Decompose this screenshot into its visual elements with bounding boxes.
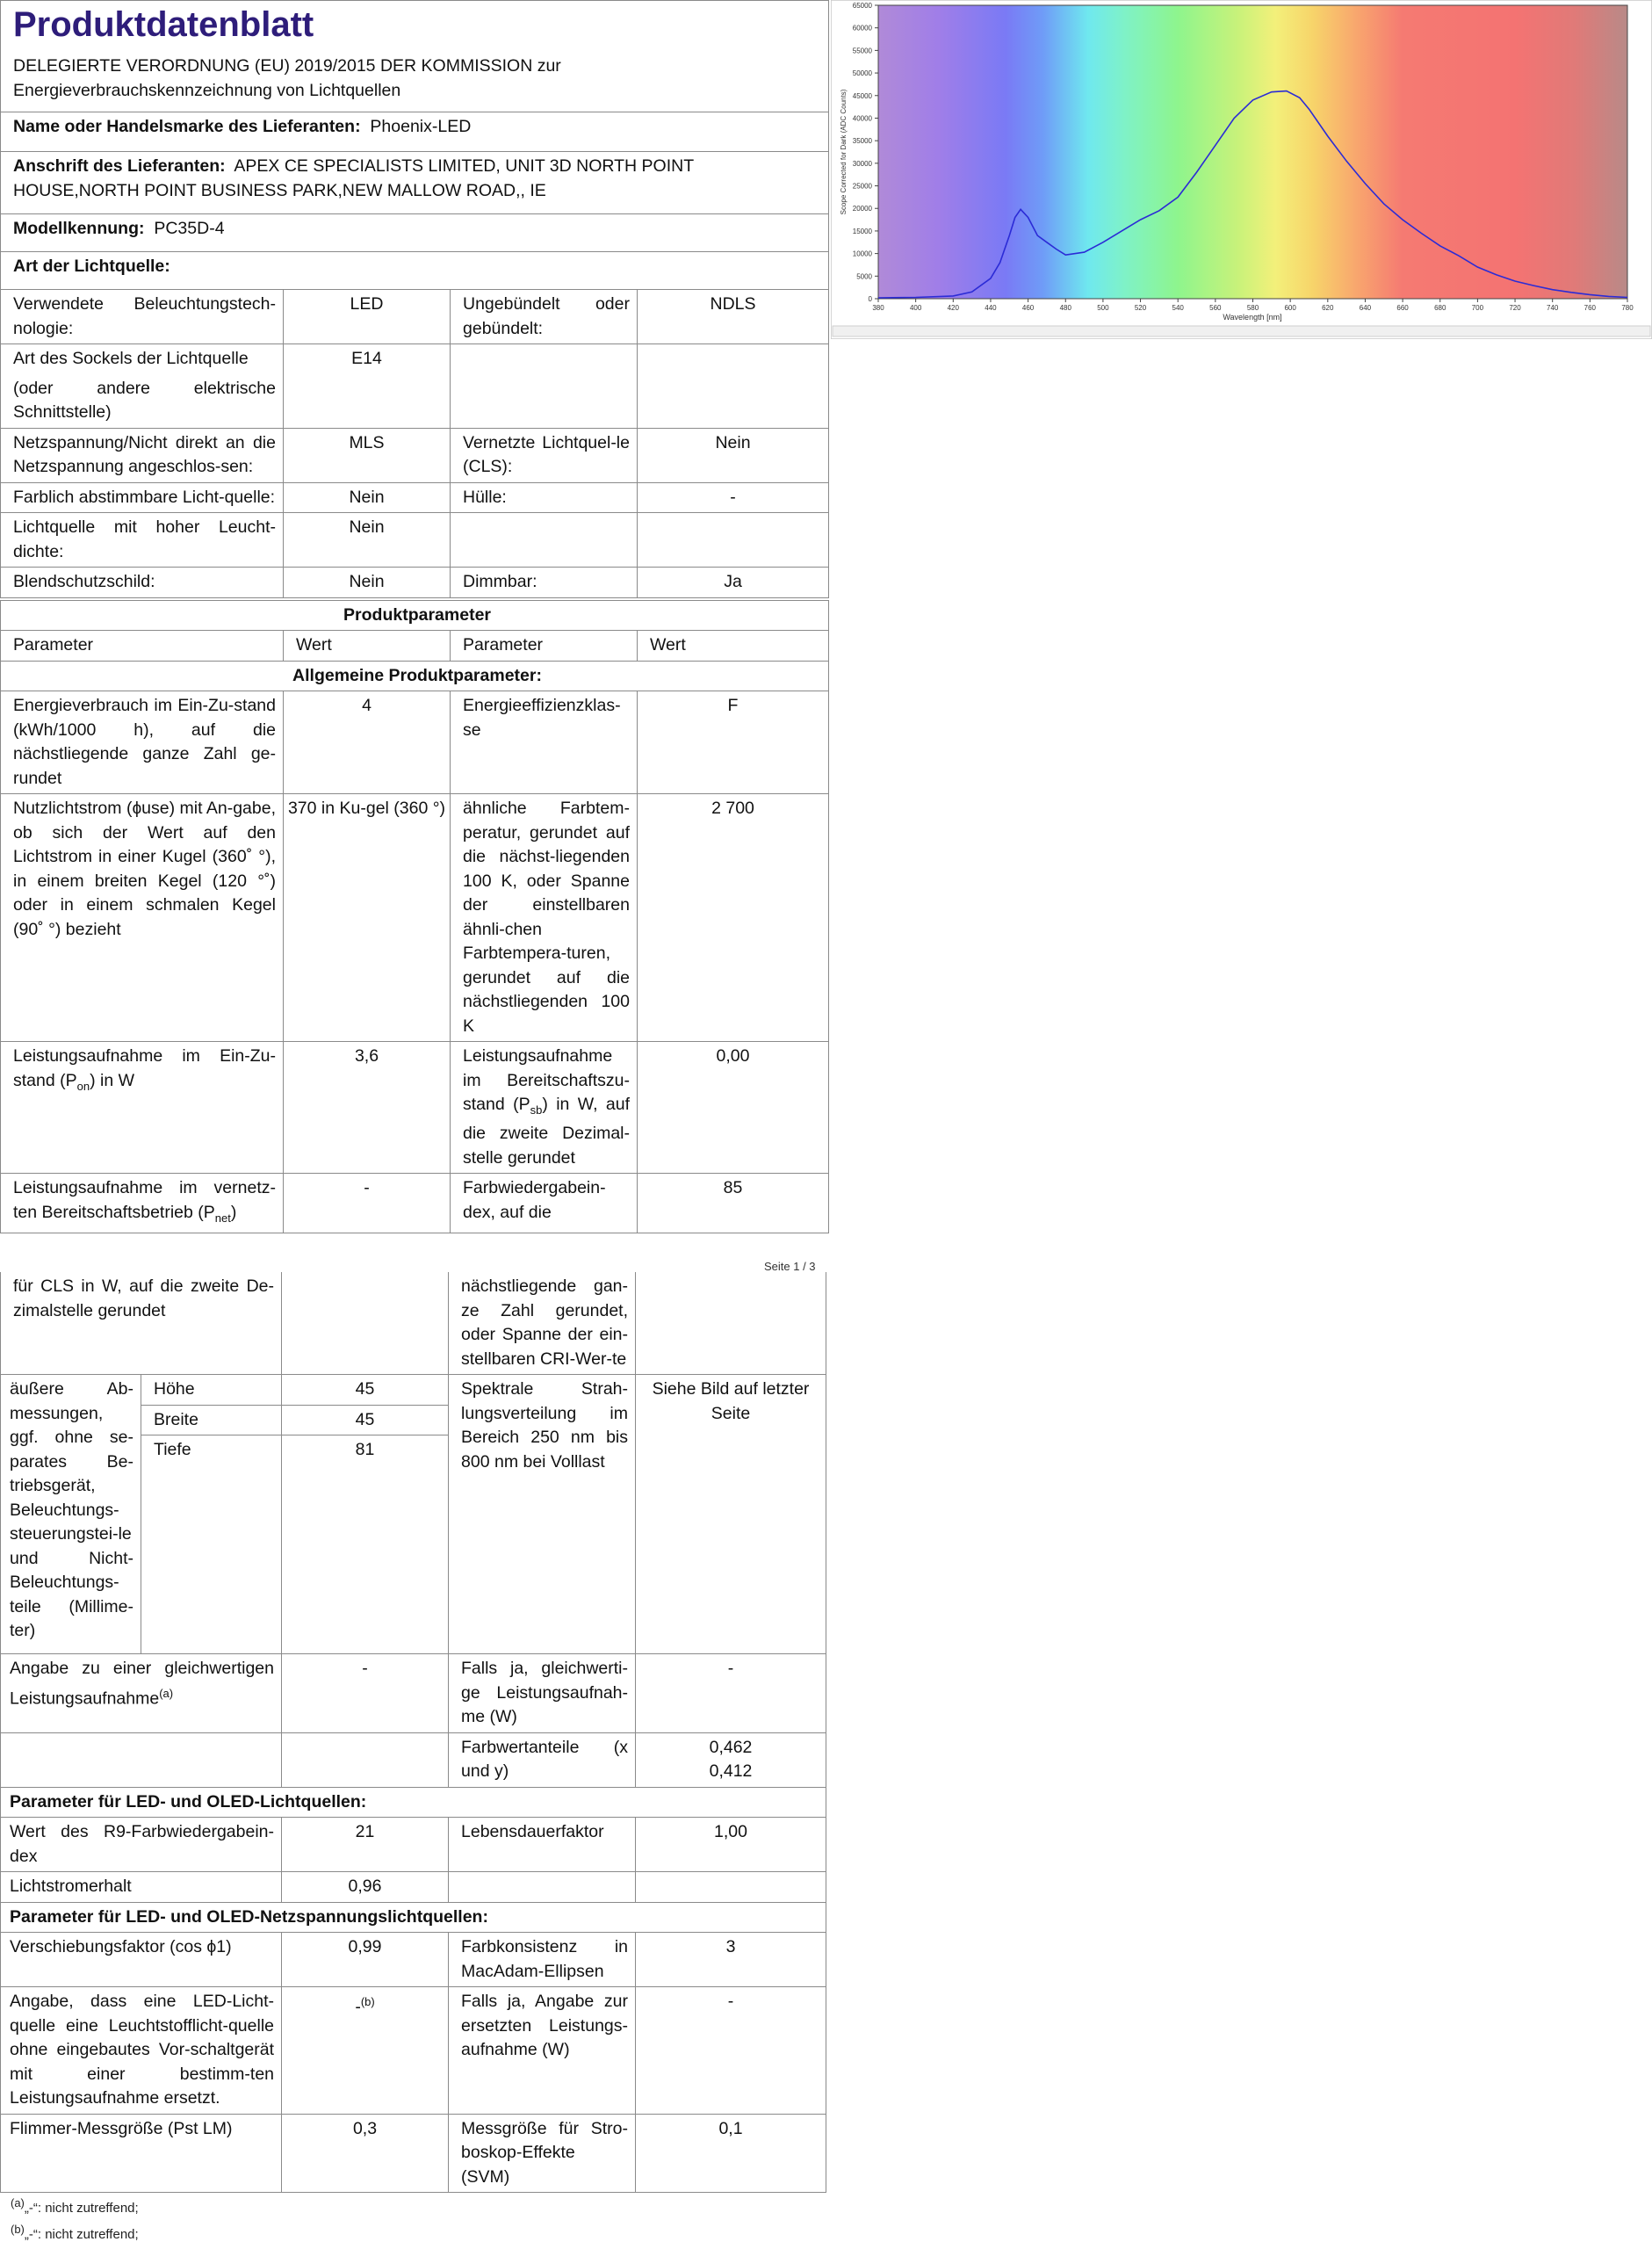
model-value: PC35D-4 [154,219,225,238]
energy-consumption-label: Energieverbrauch im Ein-Zu-stand (kWh/1000 h), auf die nächstliegende ganze Zahl ge-rundet [1,691,284,794]
mains-label: Netzspannung/Nicht direkt an die Netzspannung angeschlos-sen: [1,428,284,482]
equivalent-power-value: - [282,1654,449,1733]
column-header-value: Wert [284,631,451,662]
width-label: Breite [141,1405,282,1435]
empty-cell [451,513,638,568]
flicker-label: Flimmer-Messgröße (Pst LM) [1,2114,282,2193]
empty-cell [1,1732,282,1787]
product-parameters-table [0,600,829,1234]
fluorescent-replacement-label: Angabe, dass eine LED-Licht-quelle eine Leuchtstofflicht-quelle ohne eingebautes Vor-schaltgerät mit einer bestimm-ten Leistungsaufnahme ersetzt. [1,1987,282,2115]
anti-glare-label: Blendschutzschild: [1,568,284,598]
y-tick-label: 5000 [856,272,872,281]
x-tick-label: 760 [1583,304,1597,312]
y-tick-label: 60000 [852,24,872,33]
x-axis-label: Wavelength [nm] [1223,313,1282,322]
r9-value: 21 [282,1818,449,1872]
footnote-b-text: „-“: nicht zutreffend; [24,2227,139,2242]
address-label: Anschrift des Lieferanten: [13,156,226,176]
flicker-value: 0,3 [282,2114,449,2193]
directional-label: Ungebündelt oder gebündelt: [451,290,638,344]
x-tick-label: 480 [1059,304,1071,312]
equivalent-power-text: Angabe zu einer gleichwertigen Leistungsaufnahme [10,1659,275,1708]
x-tick-label: 660 [1396,304,1409,312]
r9-label: Wert des R9-Farbwiedergabein-dex [1,1818,282,1872]
networked-standby-text-end: ) [230,1202,237,1222]
datasheet-page-2 [0,1272,828,2195]
cap-type-value: E14 [284,344,451,429]
x-tick-label: 560 [1209,304,1222,312]
spectral-distribution-value: Siehe Bild auf letzter Seite [636,1375,826,1654]
y-axis-label: Scope Corrected for Dark (ADC Counts) [840,89,848,215]
cri-value: 85 [638,1174,829,1233]
page-title: Produktdatenblatt [13,5,314,44]
cap-type-line2: (oder andere elektrische Schnittstelle) [13,378,276,422]
address-value: APEX CE SPECIALISTS LIMITED, UNIT 3D NORTH POINT HOUSE,NORTH POINT BUSINESS PARK,NEW MALLOW ROAD,, IE [13,156,694,200]
plot-area [878,5,1627,299]
color-temperature-value: 2 700 [638,794,829,1042]
color-consistency-label: Farbkonsistenz in MacAdam-Ellipsen [449,1933,636,1987]
cri-label: Farbwiedergabein-dex, auf die [451,1174,638,1233]
y-tick-label: 10000 [852,249,872,258]
envelope-label: Hülle: [451,482,638,513]
on-mode-power-sub: on [76,1079,90,1093]
product-parameters-heading: Produktparameter [1,600,829,631]
supplier-value: Phoenix-LED [370,117,472,136]
general-parameters-heading: Allgemeine Produktparameter: [1,661,829,691]
x-tick-label: 740 [1547,304,1559,312]
led-parameters-heading: Parameter für LED- und OLED-Lichtquellen: [1,1787,826,1818]
footnote-a-mark: (a) [11,2196,25,2209]
column-header-parameter: Parameter [1,631,284,662]
energy-class-value: F [638,691,829,794]
x-tick-label: 600 [1284,304,1296,312]
empty-cell [282,1732,449,1787]
x-tick-label: 500 [1097,304,1109,312]
equivalent-power-watts-value: - [636,1654,826,1733]
networked-standby-label-continued: für CLS in W, auf die zweite De-zimalstelle gerundet [1,1272,282,1375]
energy-consumption-value: 4 [284,691,451,794]
chart-scrollbar[interactable] [833,326,1650,336]
product-parameters-continued-table [0,1272,826,2193]
height-label: Höhe [141,1375,282,1406]
depth-value: 81 [282,1435,449,1654]
chromaticity-label: Farbwertanteile (x und y) [449,1732,636,1787]
on-mode-power-value: 3,6 [284,1042,451,1174]
x-tick-label: 680 [1434,304,1446,312]
footnote-a-text: „-“: nicht zutreffend; [24,2201,139,2216]
connected-value: Nein [638,428,829,482]
equivalent-power-label [1,1654,282,1733]
x-tick-label: 720 [1509,304,1521,312]
x-tick-label: 540 [1172,304,1184,312]
footnote-b-mark: (b) [11,2223,25,2236]
x-tick-label: 700 [1471,304,1484,312]
networked-standby-label [1,1174,284,1233]
mains-value: MLS [284,428,451,482]
y-tick-label: 65000 [852,2,872,10]
replaced-power-value: - [636,1987,826,2115]
column-header-parameter: Parameter [451,631,638,662]
color-tunable-value: Nein [284,482,451,513]
fluorescent-replacement-dash: - [355,1997,361,2017]
empty-cell [449,1872,636,1903]
chromaticity-x: 0,462 [709,1737,753,1757]
supplier-info-table [0,0,829,598]
y-tick-label: 15000 [852,227,872,235]
y-tick-label: 45000 [852,91,872,100]
standby-power-sub: sb [530,1103,543,1117]
y-tick-label: 40000 [852,114,872,123]
footnote-a-ref: (a) [159,1686,174,1700]
x-tick-label: 620 [1322,304,1334,312]
x-tick-label: 640 [1359,304,1372,312]
on-mode-power-text: Leistungsaufnahme im Ein-Zu-stand (P [13,1046,276,1090]
networked-standby-value: - [284,1174,451,1233]
empty-cell [636,1872,826,1903]
y-tick-label: 0 [868,295,872,303]
directional-value: NDLS [638,290,829,344]
x-tick-label: 420 [947,304,959,312]
chromaticity-value [636,1732,826,1787]
color-tunable-label: Farblich abstimmbare Licht-quelle: [1,482,284,513]
connected-label: Vernetzte Lichtquel-le (CLS): [451,428,638,482]
high-luminance-label: Lichtquelle mit hoher Leucht-dichte: [1,513,284,568]
networked-standby-sub: net [214,1211,231,1225]
model-label: Modellkennung: [13,219,145,238]
height-value: 45 [282,1375,449,1406]
y-tick-label: 55000 [852,47,872,55]
footnote-b [11,2223,139,2242]
x-tick-label: 780 [1621,304,1634,312]
page-number: Seite 1 / 3 [764,1260,816,1273]
footnote-b-ref: (b) [360,1995,375,2008]
energy-class-label: Energieeffizienzklas-se [451,691,638,794]
on-mode-power-label [1,1042,284,1174]
y-tick-label: 20000 [852,205,872,213]
fluorescent-replacement-value [282,1987,449,2115]
light-source-type-label: Art der Lichtquelle: [13,257,170,276]
envelope-value: - [638,482,829,513]
survival-factor-label: Lebensdauerfaktor [449,1818,636,1872]
on-mode-power-text-end: ) in W [90,1070,135,1090]
x-tick-label: 460 [1021,304,1035,312]
standby-power-text: Leistungsaufnahme im Bereitschaftszu-stand (P [463,1046,630,1114]
x-tick-label: 440 [985,304,997,312]
empty-cell [638,344,829,429]
y-tick-label: 50000 [852,69,872,78]
empty-cell [638,513,829,568]
x-tick-label: 520 [1134,304,1147,312]
anti-glare-value: Nein [284,568,451,598]
displacement-factor-label: Verschiebungsfaktor (cos ϕ1) [1,1933,282,1987]
high-luminance-value: Nein [284,513,451,568]
survival-factor-value: 1,00 [636,1818,826,1872]
dimensions-label: äußere Ab-messungen, ggf. ohne se-parates Be-triebsgerät, Beleuchtungs-steuerungstei-le und Nicht-Beleuchtungs-teile (Millime-ter) [1,1375,141,1654]
column-header-value: Wert [638,631,829,662]
cap-type-line1: Art des Sockels der Lichtquelle [13,349,249,368]
cap-type-label [1,344,284,429]
regulation-subtitle: DELEGIERTE VERORDNUNG (EU) 2019/2015 DER KOMMISSION zur Energieverbrauchskennzeichnung von Lichtquellen [13,56,561,100]
lumen-maintenance-value: 0,96 [282,1872,449,1903]
dimmable-label: Dimmbar: [451,568,638,598]
x-tick-label: 400 [909,304,922,312]
empty-cell [451,344,638,429]
standby-power-label [451,1042,638,1174]
datasheet-page-1 [0,0,828,1251]
cri-label-continued: nächstliegende gan-ze Zahl gerundet, oder Spanne der ein-stellbaren CRI-Wer-te [449,1272,636,1375]
spectrum-chart-panel [831,0,1652,339]
depth-label: Tiefe [141,1435,282,1654]
standby-power-value: 0,00 [638,1042,829,1174]
dimmable-value: Ja [638,568,829,598]
stroboscopic-label: Messgröße für Stro-boskop-Effekte (SVM) [449,2114,636,2193]
replaced-power-label: Falls ja, Angabe zur ersetzten Leistungs-aufnahme (W) [449,1987,636,2115]
empty-cell [636,1272,826,1375]
y-tick-label: 30000 [852,159,872,168]
technology-label: Verwendete Beleuchtungstech-nologie: [1,290,284,344]
stroboscopic-value: 0,1 [636,2114,826,2193]
x-tick-label: 380 [872,304,884,312]
luminous-flux-value: 370 in Ku-gel (360 °) [284,794,451,1042]
width-value: 45 [282,1405,449,1435]
spectrum-chart [831,0,1652,339]
chromaticity-y: 0,412 [709,1761,753,1781]
x-tick-label: 580 [1246,304,1259,312]
networked-standby-text: Leistungsaufnahme im vernetz-ten Bereitschaftsbetrieb (P [13,1178,276,1222]
y-tick-label: 35000 [852,137,872,146]
displacement-factor-value: 0,99 [282,1933,449,1987]
footnote-a [11,2196,139,2216]
color-temperature-label: ähnliche Farbtem-peratur, gerundet auf die nächst-liegenden 100 K, oder Spanne der einstellbaren ähnli-chen Farbtempera-turen, gerundet auf die nächstliegenden 100 K [451,794,638,1042]
color-consistency-value: 3 [636,1933,826,1987]
spectral-distribution-label: Spektrale Strah-lungsverteilung im Bereich 250 nm bis 800 nm bei Volllast [449,1375,636,1654]
equivalent-power-watts-label: Falls ja, gleichwerti-ge Leistungsaufnah-me (W) [449,1654,636,1733]
technology-value: LED [284,290,451,344]
empty-cell [282,1272,449,1375]
supplier-label: Name oder Handelsmarke des Lieferanten: [13,117,361,136]
luminous-flux-label: Nutzlichtstrom (ɸuse) mit An-gabe, ob sich der Wert auf den Lichtstrom in einer Kugel (360˚ °), in einem breiten Kegel (120 °˚) oder in einem schmalen Kegel (90˚ °) bezieht [1,794,284,1042]
lumen-maintenance-label: Lichtstromerhalt [1,1872,282,1903]
y-tick-label: 25000 [852,182,872,191]
standby-power-text-end: ) in W, auf die zweite Dezimal-stelle gerundet [463,1095,631,1168]
mains-led-parameters-heading: Parameter für LED- und OLED-Netzspannungslichtquellen: [1,1902,826,1933]
